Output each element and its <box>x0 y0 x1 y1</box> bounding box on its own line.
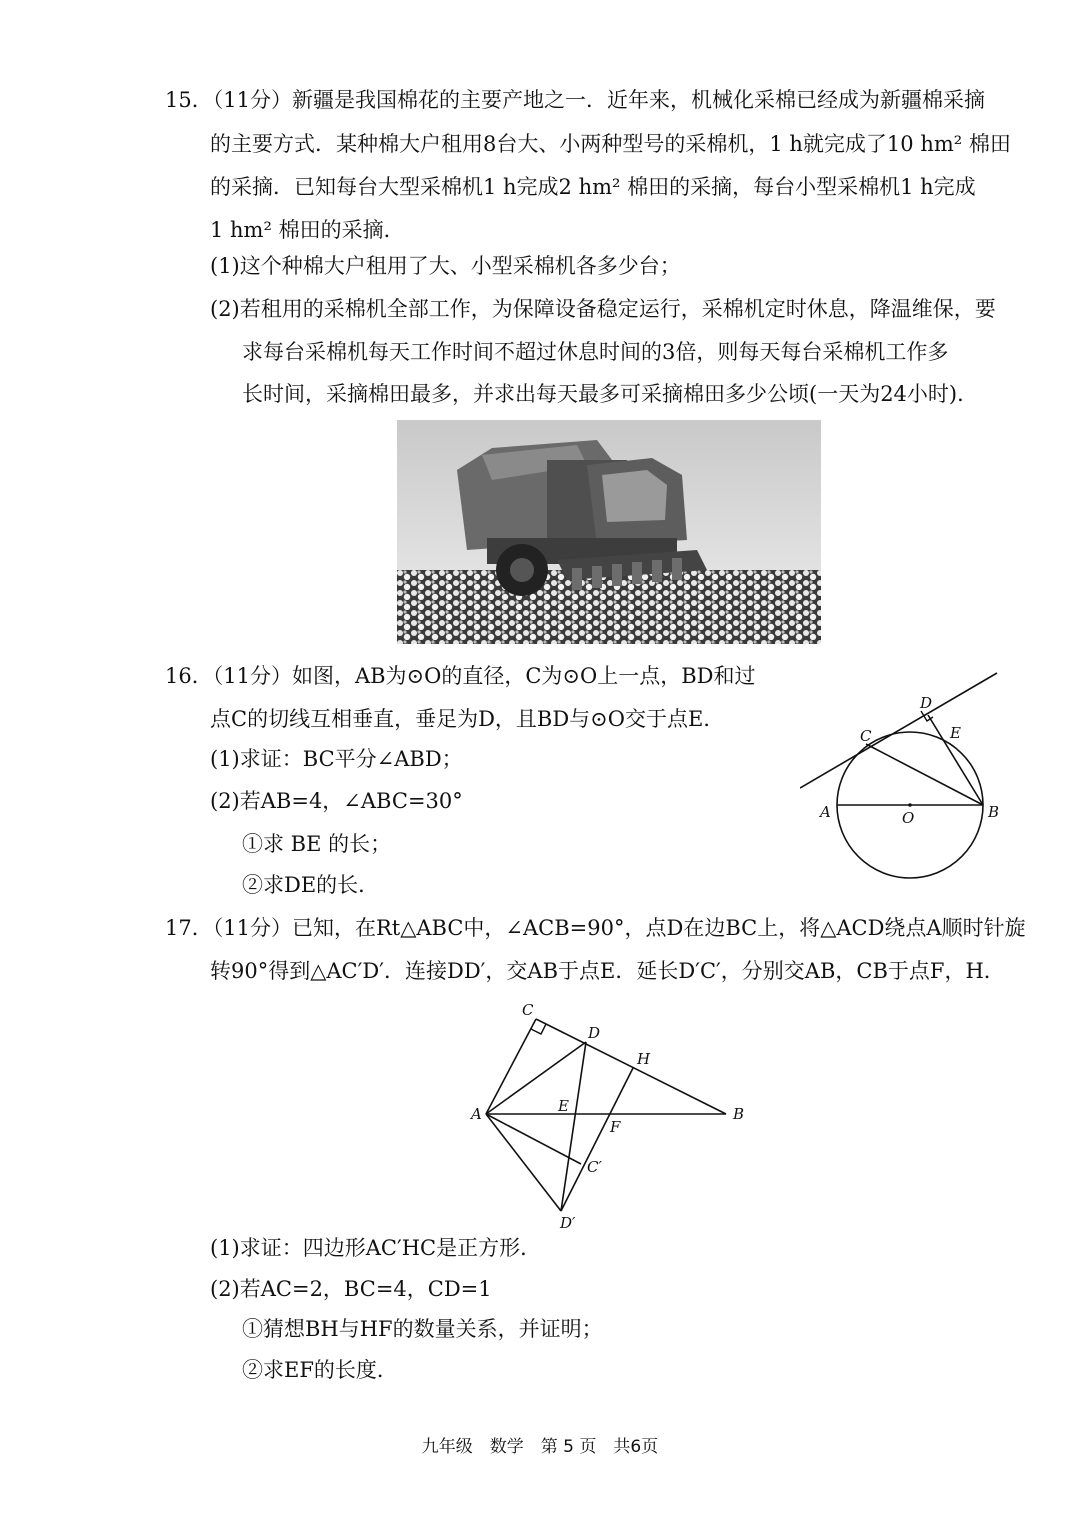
q17-sub2: (2)若AC=2，BC=4，CD=1 <box>210 1277 492 1301</box>
q15-sub2-line-2: 求每台采棉机每天工作时间不超过休息时间的3倍，则每天每台采棉机工作多 <box>242 340 949 364</box>
q16-sub2a: ①求 BE 的长； <box>242 832 392 856</box>
label-E: E <box>558 1097 569 1115</box>
q15-line-1: 15．（11分）新疆是我国棉花的主要产地之一．近年来，机械化采棉已经成为新疆棉采摘 <box>165 88 985 112</box>
q17-sub2a: ①猜想BH与HF的数量关系，并证明； <box>242 1317 603 1341</box>
label-A: A <box>471 1105 482 1123</box>
q15-line-2: 的主要方式．某种棉大户租用8台大、小两种型号的采棉机，1 h就完成了10 hm² 棉田 <box>210 132 1011 156</box>
label-C-prime: C′ <box>587 1158 602 1176</box>
label-D: D <box>588 1024 601 1042</box>
label-B: B <box>988 803 1000 821</box>
q16-sub2b: ②求DE的长． <box>242 873 380 897</box>
page-footer: 九年级 数学 第 5 页 共6页 <box>421 1437 659 1457</box>
label-H: H <box>637 1050 651 1068</box>
rotation-figure <box>465 998 755 1233</box>
q15-sub2-line-1: (2)若租用的采棉机全部工作，为保障设备稳定运行，采棉机定时休息，降温维保，要 <box>210 297 996 321</box>
q15-line-4: 1 hm² 棉田的采摘． <box>210 218 405 242</box>
label-F: F <box>610 1118 621 1136</box>
label-O: O <box>902 809 915 827</box>
q17-line-2: 转90°得到△AC′D′．连接DD′，交AB于点E．延长D′C′，分别交AB，CB于点F，H． <box>210 959 1005 983</box>
q17-sub2b: ②求EF的长度． <box>242 1358 398 1382</box>
q17-sub1: (1)求证：四边形AC′HC是正方形． <box>210 1236 542 1260</box>
q16-sub1: (1)求证：BC平分∠ABD； <box>210 747 463 771</box>
circle-figure <box>800 660 1010 890</box>
label-C: C <box>860 727 872 745</box>
label-E: E <box>950 724 961 742</box>
label-D: D <box>920 694 933 712</box>
label-D-prime: D′ <box>560 1214 576 1232</box>
q16-line-2: 点C的切线互相垂直，垂足为D，且BD与⊙O交于点E． <box>210 707 725 731</box>
q16-line-1: 16．（11分）如图，AB为⊙O的直径，C为⊙O上一点，BD和过 <box>165 664 756 688</box>
label-B: B <box>733 1105 745 1123</box>
q17-line-1: 17．（11分）已知，在Rt△ABC中，∠ACB=90°，点D在边BC上，将△ACD绕点A顺时针旋 <box>165 916 1026 940</box>
q15-sub1: (1)这个种棉大户租用了大、小型采棉机各多少台； <box>210 254 681 278</box>
cotton-picker-photo <box>397 420 821 644</box>
label-C: C <box>522 1001 534 1019</box>
q16-sub2: (2)若AB=4，∠ABC=30° <box>210 789 463 813</box>
q15-line-3: 的采摘．已知每台大型采棉机1 h完成2 hm² 棉田的采摘，每台小型采棉机1 h完成 <box>210 175 976 199</box>
label-A: A <box>820 803 831 821</box>
q15-sub2-line-3: 长时间，采摘棉田最多，并求出每天最多可采摘棉田多少公顷(一天为24小时)． <box>242 382 979 406</box>
